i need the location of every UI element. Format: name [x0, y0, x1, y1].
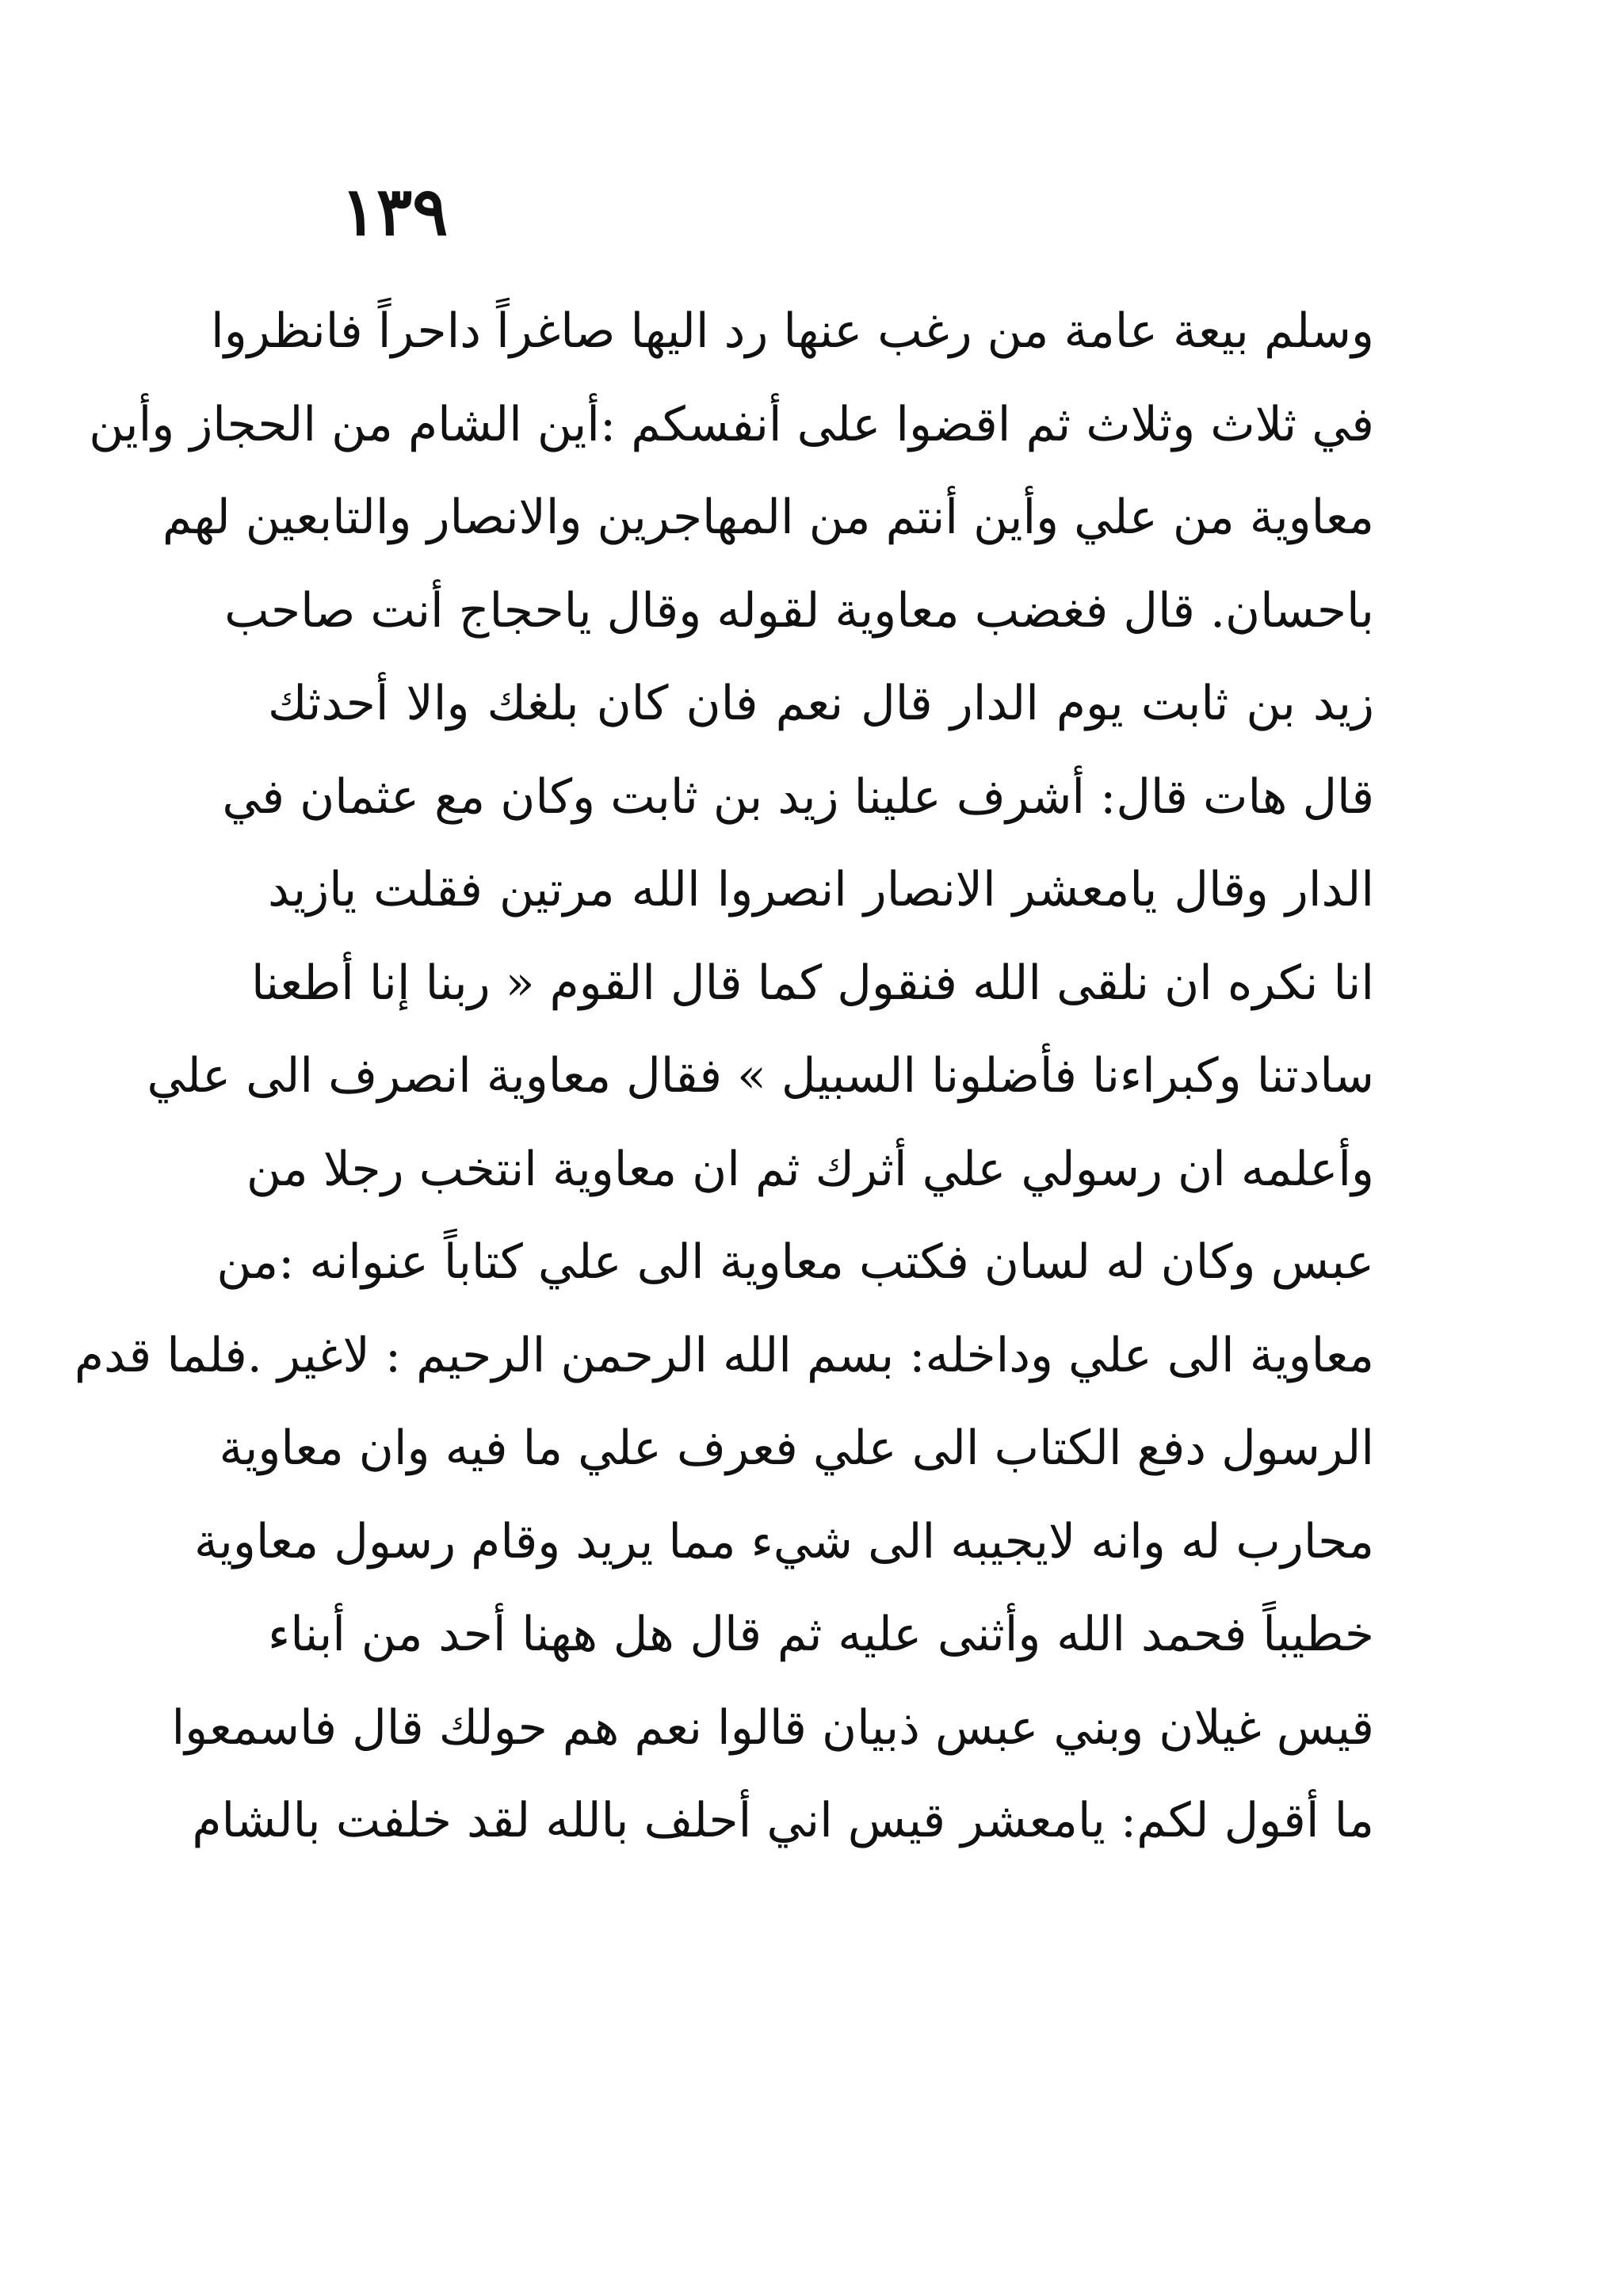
text-line-13: الرسول دفع الكتاب الى علي فعرف علي ما فيه وان معاوية	[219, 1421, 1374, 1476]
text-line-14: محارب له وانه لايجيبه الى شيء مما يريد وقام رسول معاوية	[193, 1513, 1374, 1569]
text-line-7: الدار وقال يامعشر الانصار انصروا الله مرتين فقلت يازيد	[268, 862, 1374, 917]
text-line-4: باحسان. قال فغضب معاوية لقوله وقال ياحجاج أنت صاحب	[224, 582, 1374, 639]
text-line-10: وأعلمه ان رسولي علي أثرك ثم ان معاوية انتخب رجلا من	[246, 1141, 1374, 1197]
text-line-16: قيس غيلان وبني عبس ذبيان قالوا نعم هم حولك قال فاسمعوا	[171, 1699, 1374, 1756]
text-line-9: سادتنا وكبراءنا فأضلونا السبيل » فقال معاوية انصرف الى علي	[147, 1048, 1374, 1104]
text-line-5: زيد بن ثابت يوم الدار قال نعم فان كان بلغك والا أحدثك	[268, 676, 1374, 731]
text-line-15: خطيباً فحمد الله وأثنى عليه ثم قال هل ههنا أحد من أبناء	[268, 1607, 1374, 1662]
body-text	[74, 285, 1374, 1868]
text-line-6: قال هات قال: أشرف علينا زيد بن ثابت وكان مع عثمان في	[222, 769, 1374, 825]
text-line-3: معاوية من علي وأين أنتم من المهاجرين والانصار والتابعين لهم	[162, 490, 1374, 545]
text-line-1: وسلم بيعة عامة من رغب عنها رد اليها صاغراً داحراً فانظروا	[211, 303, 1374, 359]
text-line-8: انا نكره ان نلقى الله فنقول كما قال القوم « ربنا إنا أطعنا	[251, 955, 1374, 1011]
text-line-17: ما أقول لكم: يامعشر قيس اني أحلف بالله لقد خلفت بالشام	[192, 1793, 1374, 1848]
text-line-12: معاوية الى علي وداخله: بسم الله الرحمن الرحيم : لاغير .فلما قدم	[74, 1327, 1374, 1383]
page-number: ١٣٩	[341, 172, 449, 250]
text-line-2: في ثلاث وثلاث ثم اقضوا على أنفسكم :أين الشام من الحجاز وأين	[89, 396, 1374, 452]
text-line-11: عبس وكان له لسان فكتب معاوية الى علي كتاباً عنوانه :من	[216, 1234, 1374, 1290]
